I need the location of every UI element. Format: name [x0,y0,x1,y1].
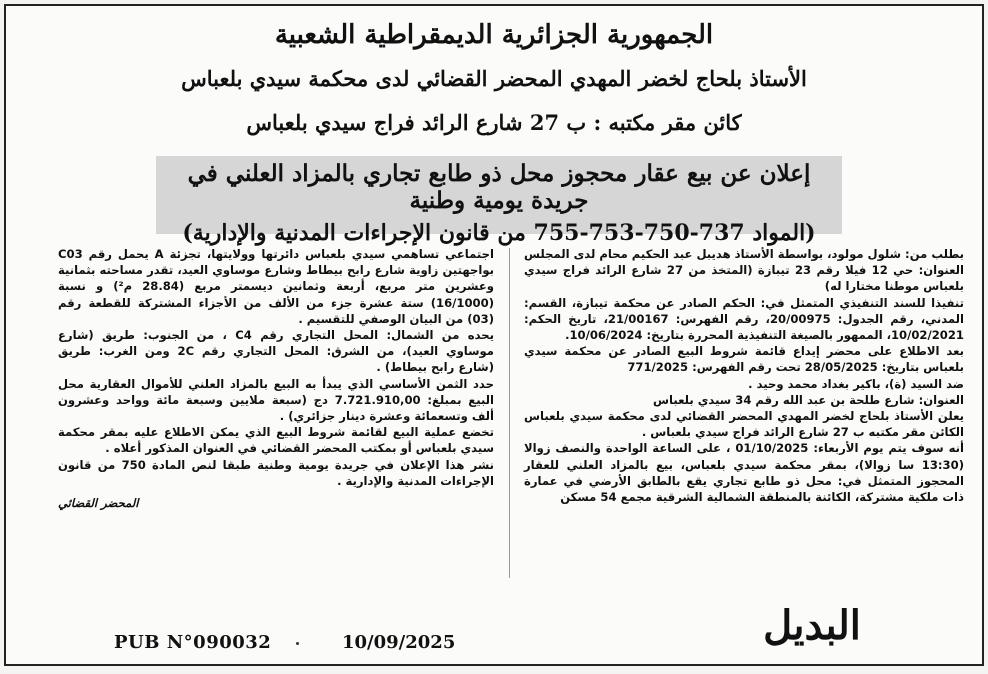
paragraph-auction-date: أنه سوف يتم يوم الأربعاء: 01/10/2025 ، على الساعة الواحدة والنصف زوالا (13:30 سا زوالا)، بمقر محكمة سيدي بلعباس، بيع بالمزاد العلني للعقار المحجوز المتمثل في: محل ذو طابع تجاري يقع بالطابق الأرضي في عمارة ذات ملكية مشتركة، الكائنة بالمنطقة الشمالية الشرقية مجمع 54 مسكن [524,441,964,505]
paragraph-base-price: حدد الثمن الأساسي الذي يبدأ به البيع بالمزاد العلني للأموال العقارية محل البيع بمبلغ: 7.721.910,00 دج (سبعة ملايين وسبعة مائة وواحد وعشرون ألف وتسعمائة وعشرة دينار جزائري) . [58,376,495,424]
republic-title: الجمهورية الجزائرية الديمقراطية الشعبية [274,20,714,50]
paragraph-sale-conditions: تخضع عملية البيع لقائمة شروط البيع الذي يمكن الاطلاع عليه بمقر محكمة سيدي بلعباس أو بمكتب المحضر القضائي في العنوان المذكور أعلاه . [58,425,494,456]
notice-title: إعلان عن بيع عقار محجوز محل ذو طابع تجاري بالمزاد العلني في جريدة يومية وطنية [187,160,811,214]
bailiff-name: الأستاذ بلحاج لخضر المهدي المحضر القضائي لدى محكمة سيدي بلعباس [181,66,807,91]
bailiff-signature: المحضر القضائي [58,496,139,511]
paragraph-boundaries: يحده من الشمال: المحل التجاري رقم C4 ، من الجنوب: طريق (شارع موساوي العيد)، من الشرق: المحل التجاري رقم 2C ومن الغرب: طريق (شارع رابح بيطاط) . [58,328,494,375]
paragraph-requester-address: العنوان: حي 12 فيلا رقم 23 تيبازة (المتخذ من 27 شارع الرائد فراج سيدي بلعباس موطنا مختارا له) [524,263,964,294]
publication-date: 10/09/2025 [342,632,456,653]
paragraph-enforcement-title: تنفيذا للسند التنفيذي المتمثل في: الحكم الصادر عن محكمة تيبازة، القسم: المدني، رقم الجدول: 20/00975، رقم الفهرس: 21/00167، تاريخ الحكم: 10/02/2021، الممهور بالصيغة التنفيذية المحررة بتاريخ: 10/06/2024. [524,295,964,343]
legal-notice-page [4,4,984,666]
paragraph-publication: نشر هذا الإعلان في جريدة يومية وطنية طبقا لنص المادة 750 من قانون الإجراءات المدنية والإدارية . [58,457,494,488]
office-address: كائن مقر مكتبه : ب 27 شارع الرائد فراج سيدي بلعباس [246,110,742,135]
newspaper-name: البديل [763,602,861,649]
notice-banner [156,156,842,246]
notice-articles: (المواد 737-750-753-755 من قانون الإجراءات المدنية والإدارية) [182,220,816,246]
paragraph-conditions-deposit: بعد الاطلاع على محضر إيداع قائمة شروط البيع الصادر عن محكمة سيدي بلعباس بتاريخ: 28/05/2025 تحت رقم الفهرس: 771/2025 [524,344,964,375]
separator-dot [296,642,299,645]
right-column [524,246,964,505]
paragraph-announcement: يعلن الأستاذ بلحاج لخضر المهدي المحضر القضائي لدى محكمة سيدي بلعباس الكائن مقر مكتبه ب 27 شارع الرائد فراج سيدي بلعباس . [524,409,964,440]
paragraph-property-description: اجتماعي تساهمي سيدي بلعباس دائرتها وولايتها، تجزئة A يحمل رقم C03 بواجهتين زاوية شارع رابح بيطاط وشارع موساوي العيد، تقدر مساحته بثمانية وعشرين متر مربع، أربعة وثمانين ديسمتر مربع (28.84 م²) و نسبة (16/1000) ستة عشرة جزء من الألف من الأجزاء المشتركة للقطعة رقم (03) من البيان الوصفي للتقسيم . [58,247,494,326]
paragraph-defendant-address: العنوان: شارع طلحة بن عبد الله رقم 34 سيدي بلعباس [653,392,964,407]
paragraph-requester: بطلب من: شلول مولود، بواسطة الأستاذ هديبل عبد الحكيم محام لدى المجلس [524,247,964,261]
column-divider [509,248,510,578]
pub-number: PUB N°090032 [114,632,272,653]
paragraph-defendant: ضد السيد (ة)، باكير بغداد محمد وحيد . [748,376,964,391]
left-column [58,246,494,511]
